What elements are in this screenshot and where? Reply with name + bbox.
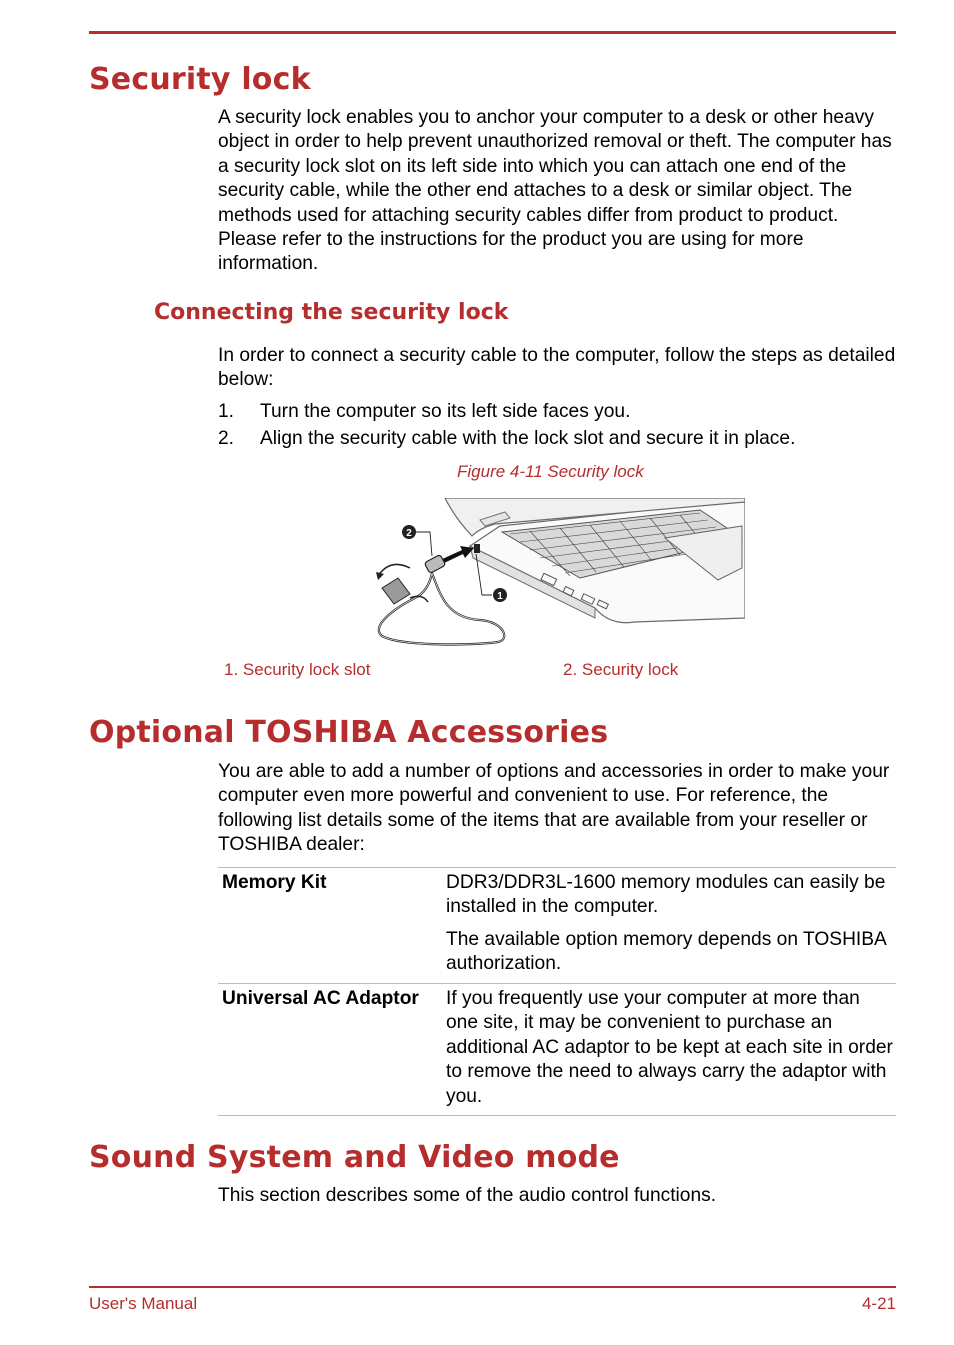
callout-leader-2 <box>415 532 432 556</box>
figure-caption: Figure 4-11 Security lock <box>457 462 644 481</box>
table-rule-bottom <box>218 1115 896 1116</box>
table-rule-middle <box>218 983 896 984</box>
sound-paragraph: This section describes some of the audio control functions. <box>218 1185 717 1206</box>
table-term-memory-kit: Memory Kit <box>222 872 327 893</box>
callout-2-label: 2 <box>406 528 412 539</box>
legend-security-lock: 2. Security lock <box>563 660 679 679</box>
accessories-paragraph: You are able to add a number of options and accessories in order to make your computer even more powerful and convenient to use. For reference, the following list details some of the items that are available from your reseller or TOSHIBA dealer: <box>218 761 890 856</box>
security-lock-paragraph: A security lock enables you to anchor your computer to a desk or other heavy object in order to help prevent unauthorized removal or theft. The computer has a security lock slot on its left side into which you can attach one end of the security cable, while the other end attaches to a desk or similar object. The methods used for attaching security cables differ from product to product. Please refer to the instructions for the product you are using for more information. <box>218 107 892 275</box>
step-text: Turn the computer so its left side faces you. <box>260 401 631 422</box>
table-desc-memory-kit-1: DDR3/DDR3L-1600 memory modules can easily be installed in the computer. <box>446 872 886 918</box>
table-term-ac-adaptor: Universal AC Adaptor <box>222 988 419 1009</box>
lock-head <box>424 554 446 573</box>
heading-optional-accessories: Optional TOSHIBA Accessories <box>89 715 609 750</box>
step-1 <box>218 400 630 424</box>
footer-page-number: 4-21 <box>861 1294 896 1313</box>
step-2 <box>218 427 795 451</box>
heading-security-lock: Security lock <box>89 62 311 97</box>
connecting-intro: In order to connect a security cable to the computer, follow the steps as detailed below: <box>218 345 896 391</box>
heading-connecting-security-lock: Connecting the security lock <box>154 300 509 325</box>
key-icon <box>382 578 410 604</box>
security-lock-slot <box>474 544 480 553</box>
security-lock-illustration <box>370 498 745 646</box>
table-rule-top <box>218 867 896 868</box>
footer-manual-title: User's Manual <box>89 1294 198 1313</box>
step-number: 2. <box>218 428 235 449</box>
step-number: 1. <box>218 401 235 422</box>
footer-rule <box>89 1286 896 1288</box>
top-rule <box>89 31 896 34</box>
heading-sound-system: Sound System and Video mode <box>89 1140 620 1175</box>
table-desc-memory-kit-2: The available option memory depends on TOSHIBA authorization. <box>446 929 886 975</box>
step-text: Align the security cable with the lock slot and secure it in place. <box>260 428 796 449</box>
legend-security-lock-slot: 1. Security lock slot <box>224 660 371 679</box>
table-desc-ac-adaptor: If you frequently use your computer at more than one site, it may be convenient to purchase an additional AC adaptor to be kept at each site in order to remove the need to always carry the adaptor with you. <box>446 988 893 1107</box>
callout-1-label: 1 <box>497 591 503 602</box>
